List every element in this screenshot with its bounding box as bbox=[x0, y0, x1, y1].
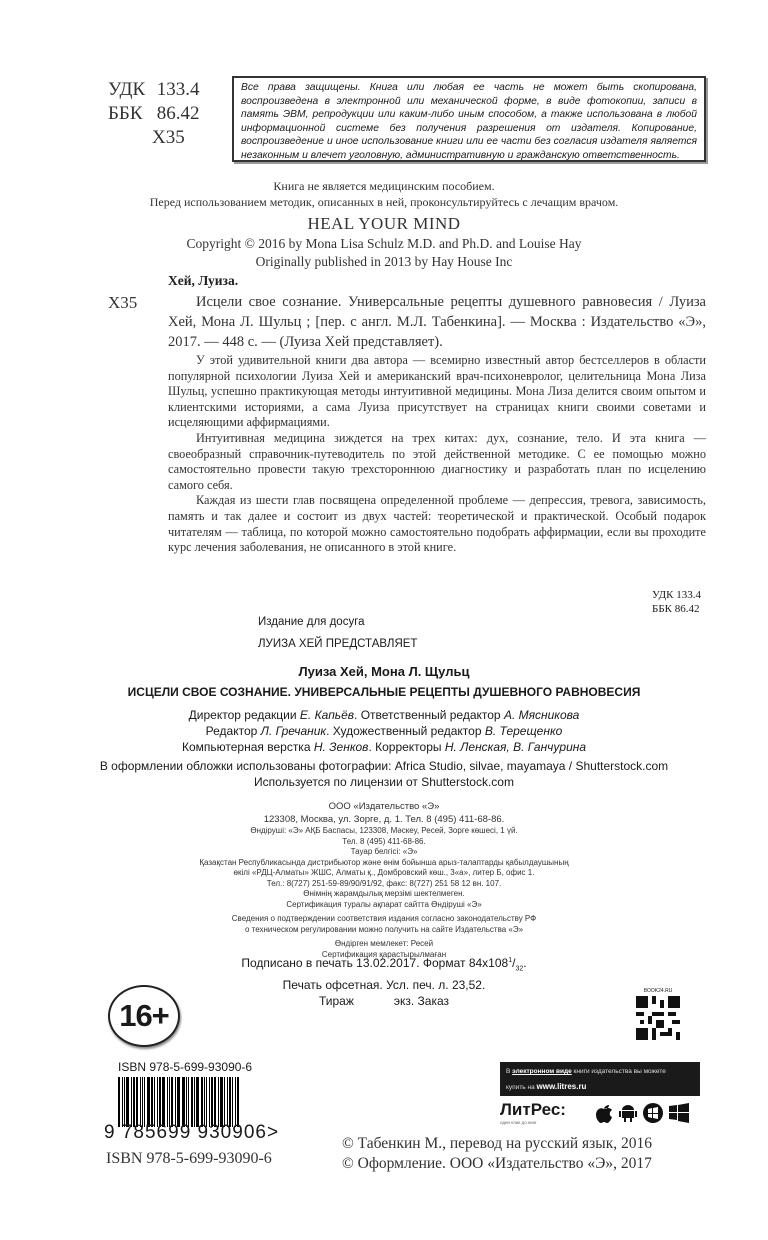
kz-line: Өнімнің жарамдылық мерзімі шектелмеген. bbox=[303, 889, 465, 898]
barcode-digits bbox=[104, 1122, 279, 1144]
bbk-code: 86.42 bbox=[156, 103, 200, 124]
udk-code: 133.4 bbox=[156, 79, 200, 100]
publisher-address: 123308, Москва, ул. Зорге, д. 1. Тел. 8 (495) 411-68-86. bbox=[263, 814, 505, 825]
windows-icon bbox=[669, 1103, 689, 1123]
annotation-paragraph: Интуитивная медицина зиждется на трех китах: дух, сознание, тело. И эта книга — своеобразный справочник-путеводитель по этой действенной методике. С ее помощью можно самостоятельно провести такую трехстороннюю диагностику и разработать план по исцелению самого себя. bbox=[168, 430, 706, 492]
barcode-bar bbox=[175, 1077, 176, 1127]
copyright-design: © Оформление. ООО «Издательство «Э», 2017 bbox=[342, 1155, 652, 1172]
original-edition bbox=[0, 213, 768, 271]
barcode-bar bbox=[122, 1077, 123, 1127]
annotation-paragraph: Каждая из шести глав посвящена определенной проблеме — депрессия, тревога, зависимость, память и так далее и состоит из двух частей: теоретической и практической. Особый подарок читателям — таблица, по которой можно самостоятельно подобрать аффирмации, если вы проходите курс лечения заболевания, не описанного в этой книге. bbox=[168, 493, 706, 555]
barcode-bar bbox=[124, 1077, 125, 1127]
barcode-bar bbox=[191, 1077, 193, 1127]
role: . Художественный редактор bbox=[326, 724, 485, 738]
barcode-bar bbox=[169, 1077, 170, 1127]
barcode-bar bbox=[194, 1077, 195, 1127]
original-title: HEAL YOUR MIND bbox=[307, 214, 461, 233]
series-name: ЛУИЗА ХЕЙ ПРЕДСТАВЛЯЕТ bbox=[258, 638, 418, 650]
barcode-bar bbox=[154, 1077, 155, 1127]
text: В bbox=[506, 1068, 513, 1075]
barcode-bar bbox=[133, 1077, 135, 1127]
person: Н. Ленская, В. Ганчурина bbox=[444, 740, 587, 754]
barcode-bar bbox=[151, 1077, 153, 1127]
litres-logo-text: ЛитРес: bbox=[500, 1100, 566, 1119]
cert-line: о техническом регулировании можно получить на сайте Издательства «Э» bbox=[244, 924, 524, 934]
role: Директор редакции bbox=[188, 708, 300, 722]
copyright-translation: © Табенкин М., перевод на русский язык, 2016 bbox=[342, 1135, 652, 1152]
signed-date: Подписано в печать 13.02.2017. Формат 84x108 bbox=[241, 956, 509, 970]
annotation-paragraph: У этой удивительной книги два автора — всемирно известный автор бестселлеров в области популярной психологии Луиза Хей и американский врач-психоневролог, целительница Мона Лиза Шульц, успешно практикующая методы интуитивной медицины. Мона Лиза делится своим опытом и клиентскими историями, а сама Луиза присутствует на страницах книги своими советами и исцеляющими аффирмациями. bbox=[168, 353, 706, 430]
barcode-bar bbox=[206, 1077, 207, 1127]
text: книги издательства вы можете bbox=[571, 1068, 666, 1075]
qr-code-icon bbox=[636, 996, 680, 1040]
qr-label: BOOK24.RU bbox=[643, 988, 673, 994]
copyrights bbox=[342, 1134, 652, 1174]
barcode-bar bbox=[118, 1077, 120, 1127]
format-numerator: 1 bbox=[508, 957, 513, 964]
origin-line: Сертификация қарастырылмаған bbox=[321, 949, 447, 959]
disclaimer-line: Перед использованием методик, описанных в ней, проконсультируйтесь с лечащим врачом. bbox=[149, 195, 619, 209]
digit-end: > bbox=[266, 1122, 280, 1143]
kz-line: Тел.: 8(727) 251-59-89/90/91/92, факс: 8(727) 251 58 12 вн. 107. bbox=[266, 878, 502, 888]
kz-line: Тел. 8 (495) 411-68-86. bbox=[342, 836, 426, 846]
barcode-bar bbox=[186, 1077, 187, 1127]
credit-line: В оформлении обложки использованы фотографии: Africa Studio, silvae, mayamaya / Shutterstock.com bbox=[99, 759, 669, 773]
book-title: ИСЦЕЛИ СВОЕ СОЗНАНИЕ. УНИВЕРСАЛЬНЫЕ РЕЦЕПТЫ ДУШЕВНОГО РАВНОВЕСИЯ bbox=[127, 685, 641, 699]
format-denominator: 32 bbox=[515, 965, 524, 973]
person: А. Мясникова bbox=[503, 708, 580, 722]
digit-group: 785699 bbox=[121, 1122, 192, 1143]
origin-line: Өндірген мемлекет: Ресей bbox=[334, 939, 434, 948]
qr-code bbox=[628, 988, 688, 1064]
litres-url[interactable]: www.litres.ru bbox=[536, 1082, 587, 1091]
barcode-bar bbox=[209, 1077, 210, 1127]
copies-label: экз. Заказ bbox=[393, 994, 450, 1009]
platform-icons bbox=[595, 1103, 689, 1123]
kz-line: Қазақстан Республикасында дистрибьютор және өнім бойынша арыз-талаптарды қабылдаушының bbox=[199, 857, 569, 867]
publisher-info bbox=[0, 800, 768, 960]
barcode-bar bbox=[144, 1077, 145, 1127]
udk-label: УДК bbox=[108, 79, 146, 100]
barcode-bar bbox=[211, 1077, 213, 1127]
copyright-line: Copyright © 2016 by Mona Lisa Schulz M.D. and Ph.D. and Louise Hay bbox=[186, 236, 582, 251]
barcode-bar bbox=[157, 1077, 158, 1127]
cert-line: Сведения о подтверждении соответствия издания согласно законодательству РФ bbox=[231, 914, 537, 923]
published-line: Originally published in 2013 by Hay House Inc bbox=[255, 254, 513, 269]
apple-icon bbox=[595, 1103, 613, 1123]
barcode-bar bbox=[224, 1077, 225, 1127]
isbn-bottom: ISBN 978-5-699-93090-6 bbox=[106, 1150, 272, 1167]
barcode-bar bbox=[178, 1077, 180, 1127]
cover-photo-credits bbox=[0, 758, 768, 790]
bbk-label: ББК bbox=[108, 103, 143, 124]
age-rating: 16+ bbox=[119, 998, 169, 1033]
barcode-bar bbox=[204, 1077, 205, 1127]
barcode-bar bbox=[177, 1077, 178, 1127]
run-label: Тираж bbox=[318, 994, 354, 1009]
credit-line: Используется по лицензии от Shutterstock.com bbox=[254, 775, 514, 789]
text: купить на bbox=[506, 1084, 537, 1091]
barcode-bar bbox=[220, 1077, 223, 1127]
barcode-bar bbox=[218, 1077, 219, 1127]
barcode-bar bbox=[171, 1077, 173, 1127]
biblio-mark: Х35 bbox=[108, 293, 138, 312]
age-rating-badge bbox=[108, 985, 180, 1047]
staff-line bbox=[0, 739, 768, 755]
staff-line bbox=[0, 707, 768, 723]
udk-bottom: УДК 133.4 bbox=[652, 589, 702, 601]
annotation bbox=[168, 353, 706, 556]
isbn-top: ISBN 978-5-699-93090-6 bbox=[118, 1060, 253, 1074]
kz-line: Сертификация туралы ақпарат сайтта Өндіруші «Э» bbox=[286, 899, 482, 909]
barcode-bar bbox=[229, 1077, 231, 1127]
publisher-name: ООО «Издательство «Э» bbox=[328, 801, 440, 812]
author-mark: Х35 bbox=[152, 127, 185, 148]
bottom-codes bbox=[652, 588, 701, 616]
role: . Корректоры bbox=[368, 740, 445, 754]
classification-codes bbox=[108, 78, 200, 150]
biblio-author: Хей, Луиза. bbox=[168, 273, 239, 288]
medical-disclaimer bbox=[0, 178, 768, 210]
barcode-bar bbox=[235, 1077, 236, 1127]
staff-line bbox=[0, 723, 768, 739]
barcode-bar bbox=[126, 1077, 129, 1127]
ebook-link[interactable]: электронном виде bbox=[512, 1068, 572, 1075]
bbk-bottom: ББК 86.42 bbox=[652, 603, 700, 615]
barcode-bar bbox=[196, 1077, 199, 1127]
person: Л. Гречаник bbox=[260, 724, 327, 738]
editorial-staff bbox=[0, 707, 768, 755]
barcode-bar bbox=[162, 1077, 165, 1127]
barcode-bar bbox=[167, 1077, 168, 1127]
barcode-bar bbox=[147, 1077, 150, 1127]
barcode-bar bbox=[214, 1077, 216, 1127]
kz-line: Өндіруші: «Э» АҚБ Баспасы, 123308, Мәскеу, Ресей, Зорге көшесі, 1 үй. bbox=[250, 826, 518, 835]
role: Компьютерная верстка bbox=[181, 740, 314, 754]
litres-logo bbox=[500, 1100, 566, 1125]
digit-group: 9 bbox=[104, 1122, 116, 1143]
barcode-bar bbox=[131, 1077, 132, 1127]
barcode bbox=[118, 1077, 240, 1127]
disclaimer-line: Книга не является медицинским пособием. bbox=[273, 179, 495, 193]
biblio-entry: Исцели свое сознание. Универсальные рецепты душевного равновесия / Луиза Хей, Мона Л. Шульц ; [пер. с англ. М.Л. Табенкина]. — Москва : Издательство «Э», 2017. — 448 с. — (Луиза Хей представляет). bbox=[168, 294, 706, 350]
rights-notice: Все права защищены. Книга или любая ее часть не может быть скопирована, воспроизведена в электронной или механической форме, в виде фотокопии, записи в память ЭВМ, репродукции или каким-либо иным способом, а также использована в любой информационной системе без получения разрешения от издателя. Копирование, воспроизведение и иное использование книги или ее части без согласия издателя является незаконным и влечет уголовную, административную и гражданскую ответственность. bbox=[232, 76, 706, 162]
edition-type: Издание для досуга bbox=[258, 616, 365, 628]
barcode-bar bbox=[227, 1077, 228, 1127]
print-type: Печать офсетная. Усл. печ. л. 23,52. bbox=[282, 978, 486, 993]
barcode-bar bbox=[182, 1077, 185, 1127]
barcode-bar bbox=[188, 1077, 189, 1127]
barcode-bar bbox=[159, 1077, 161, 1127]
litres-banner[interactable] bbox=[500, 1062, 700, 1096]
barcode-bar bbox=[201, 1077, 203, 1127]
barcode-bar bbox=[237, 1077, 239, 1127]
print-details: Подписано в печать 13.02.2017. Формат $84x108^1/_{32}$. Печать офсетная. Усл. печ. л. 23,52. Тираж экз. Заказ bbox=[0, 953, 768, 1009]
kz-line: Тауар белгісі: «Э» bbox=[350, 847, 418, 856]
barcode-bar bbox=[140, 1077, 141, 1127]
person: Е. Капьёв bbox=[299, 708, 355, 722]
barcode-bar bbox=[232, 1077, 233, 1127]
role: . Ответственный редактор bbox=[354, 708, 504, 722]
kz-line: өкілі «РДЦ-Алматы» ЖШС, Алматы қ., Домбровский көш., 3«а», литер Б, офис 1. bbox=[233, 868, 535, 877]
person: В. Терещенко bbox=[484, 724, 563, 738]
windows-phone-icon bbox=[643, 1103, 663, 1123]
book-authors: Луиза Хей, Мона Л. Щульц bbox=[298, 664, 470, 679]
role: Редактор bbox=[205, 724, 261, 738]
person: Н. Зенков bbox=[313, 740, 369, 754]
digit-group: 930906 bbox=[197, 1122, 267, 1143]
litres-slogan: один клик до книг bbox=[500, 1120, 537, 1125]
android-icon bbox=[619, 1103, 637, 1123]
barcode-bar bbox=[142, 1077, 143, 1127]
barcode-bar bbox=[136, 1077, 138, 1127]
